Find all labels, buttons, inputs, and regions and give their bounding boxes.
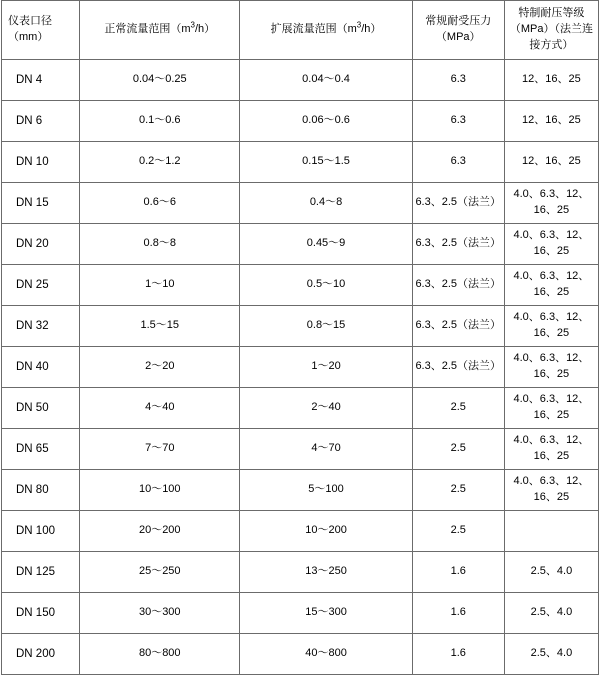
cell-diameter: DN 100 — [2, 511, 80, 552]
cell-special-pressure: 4.0、6.3、12、16、25 — [504, 429, 598, 470]
cell-special-pressure: 4.0、6.3、12、16、25 — [504, 306, 598, 347]
cell-diameter: DN 15 — [2, 183, 80, 224]
column-header-diameter-post: m） — [28, 31, 49, 43]
cell-normal-flow: 7～70 — [80, 429, 240, 470]
column-header-extended-flow-sup: 3 — [356, 20, 362, 30]
flowmeter-spec-table — [1, 0, 599, 675]
cell-extended-flow: 4～70 — [240, 429, 412, 470]
table-row — [2, 593, 599, 634]
cell-special-pressure — [504, 511, 598, 552]
cell-diameter: DN 80 — [2, 470, 80, 511]
cell-standard-pressure: 1.6 — [412, 593, 504, 634]
cell-diameter: DN 4 — [2, 60, 80, 101]
cell-normal-flow: 1～10 — [80, 265, 240, 306]
cell-extended-flow: 0.8～15 — [240, 306, 412, 347]
column-header-normal-flow-post: /h） — [194, 23, 216, 36]
cell-standard-pressure: 6.3、2.5（法兰） — [412, 306, 504, 347]
cell-standard-pressure: 6.3 — [412, 60, 504, 101]
cell-normal-flow: 25～250 — [80, 552, 240, 593]
cell-normal-flow: 20～200 — [80, 511, 240, 552]
cell-standard-pressure: 6.3 — [412, 101, 504, 142]
cell-standard-pressure: 6.3 — [412, 142, 504, 183]
cell-special-pressure: 2.5、4.0 — [504, 593, 598, 634]
table-row — [2, 388, 599, 429]
cell-extended-flow: 0.5～10 — [240, 265, 412, 306]
table-row — [2, 101, 599, 142]
column-header-extended-flow — [240, 1, 412, 60]
table-header — [2, 1, 599, 60]
column-header-special-pressure — [504, 1, 598, 60]
cell-special-pressure: 4.0、6.3、12、16、25 — [504, 470, 598, 511]
cell-standard-pressure: 6.3、2.5（法兰） — [412, 265, 504, 306]
cell-special-pressure: 12、16、25 — [504, 101, 598, 142]
cell-extended-flow: 10～200 — [240, 511, 412, 552]
cell-diameter: DN 150 — [2, 593, 80, 634]
cell-diameter: DN 25 — [2, 265, 80, 306]
cell-extended-flow: 40～800 — [240, 634, 412, 675]
cell-normal-flow: 0.2～1.2 — [80, 142, 240, 183]
table-row — [2, 265, 599, 306]
cell-special-pressure: 4.0、6.3、12、16、25 — [504, 183, 598, 224]
cell-extended-flow: 0.45～9 — [240, 224, 412, 265]
cell-extended-flow: 0.15～1.5 — [240, 142, 412, 183]
cell-special-pressure: 2.5、4.0 — [504, 552, 598, 593]
column-header-standard-pressure — [412, 1, 504, 60]
table-row — [2, 552, 599, 593]
cell-normal-flow: 1.5～15 — [80, 306, 240, 347]
cell-extended-flow: 0.4～8 — [240, 183, 412, 224]
cell-special-pressure: 4.0、6.3、12、16、25 — [504, 388, 598, 429]
cell-special-pressure: 2.5、4.0 — [504, 634, 598, 675]
table-row — [2, 511, 599, 552]
cell-standard-pressure: 2.5 — [412, 429, 504, 470]
cell-special-pressure: 12、16、25 — [504, 142, 598, 183]
table-row — [2, 429, 599, 470]
cell-diameter: DN 125 — [2, 552, 80, 593]
cell-normal-flow: 0.6～6 — [80, 183, 240, 224]
column-header-extended-flow-pre: 扩展流量范围（m — [270, 23, 357, 36]
cell-normal-flow: 10～100 — [80, 470, 240, 511]
column-header-normal-flow-sup: 3 — [190, 20, 195, 30]
cell-normal-flow: 0.1～0.6 — [80, 101, 240, 142]
column-header-normal-flow — [80, 1, 240, 60]
cell-diameter: DN 32 — [2, 306, 80, 347]
table-row — [2, 142, 599, 183]
cell-normal-flow: 0.04～0.25 — [80, 60, 240, 101]
cell-normal-flow: 0.8～8 — [80, 224, 240, 265]
cell-standard-pressure: 1.6 — [412, 552, 504, 593]
table-body — [2, 60, 599, 675]
cell-extended-flow: 13～250 — [240, 552, 412, 593]
cell-diameter: DN 200 — [2, 634, 80, 675]
cell-normal-flow: 4～40 — [80, 388, 240, 429]
column-header-diameter-pre: 仪表口径（m — [8, 15, 52, 43]
cell-standard-pressure: 2.5 — [412, 388, 504, 429]
cell-special-pressure: 4.0、6.3、12、16、25 — [504, 224, 598, 265]
table-row — [2, 634, 599, 675]
column-header-standard-pressure-pre: 常规耐受压力（MP — [425, 15, 492, 43]
cell-special-pressure: 12、16、25 — [504, 60, 598, 101]
cell-special-pressure: 4.0、6.3、12、16、25 — [504, 347, 598, 388]
column-header-standard-pressure-post: a） — [463, 31, 481, 43]
column-header-normal-flow-pre: 正常流量范围（m — [104, 23, 191, 36]
cell-extended-flow: 1～20 — [240, 347, 412, 388]
cell-diameter: DN 10 — [2, 142, 80, 183]
table-row — [2, 347, 599, 388]
cell-diameter: DN 65 — [2, 429, 80, 470]
cell-standard-pressure: 6.3、2.5（法兰） — [412, 183, 504, 224]
cell-standard-pressure: 6.3、2.5（法兰） — [412, 347, 504, 388]
table-row — [2, 306, 599, 347]
cell-normal-flow: 30～300 — [80, 593, 240, 634]
cell-diameter: DN 20 — [2, 224, 80, 265]
cell-extended-flow: 0.06～0.6 — [240, 101, 412, 142]
cell-diameter: DN 6 — [2, 101, 80, 142]
table-row — [2, 470, 599, 511]
cell-diameter: DN 40 — [2, 347, 80, 388]
cell-standard-pressure: 6.3、2.5（法兰） — [412, 224, 504, 265]
cell-standard-pressure: 2.5 — [412, 470, 504, 511]
table-row — [2, 224, 599, 265]
cell-extended-flow: 0.04～0.4 — [240, 60, 412, 101]
table-row — [2, 183, 599, 224]
column-header-extended-flow-post: /h） — [361, 23, 382, 36]
column-header-special-pressure-text: 特制耐压等级（MPa）（法兰连接方式） — [509, 7, 593, 51]
cell-special-pressure: 4.0、6.3、12、16、25 — [504, 265, 598, 306]
cell-standard-pressure: 1.6 — [412, 634, 504, 675]
cell-normal-flow: 80～800 — [80, 634, 240, 675]
cell-extended-flow: 5～100 — [240, 470, 412, 511]
cell-normal-flow: 2～20 — [80, 347, 240, 388]
column-header-diameter — [2, 1, 80, 60]
table-row — [2, 60, 599, 101]
cell-standard-pressure: 2.5 — [412, 511, 504, 552]
table-header-row — [2, 1, 599, 60]
cell-extended-flow: 15～300 — [240, 593, 412, 634]
cell-diameter: DN 50 — [2, 388, 80, 429]
cell-extended-flow: 2～40 — [240, 388, 412, 429]
